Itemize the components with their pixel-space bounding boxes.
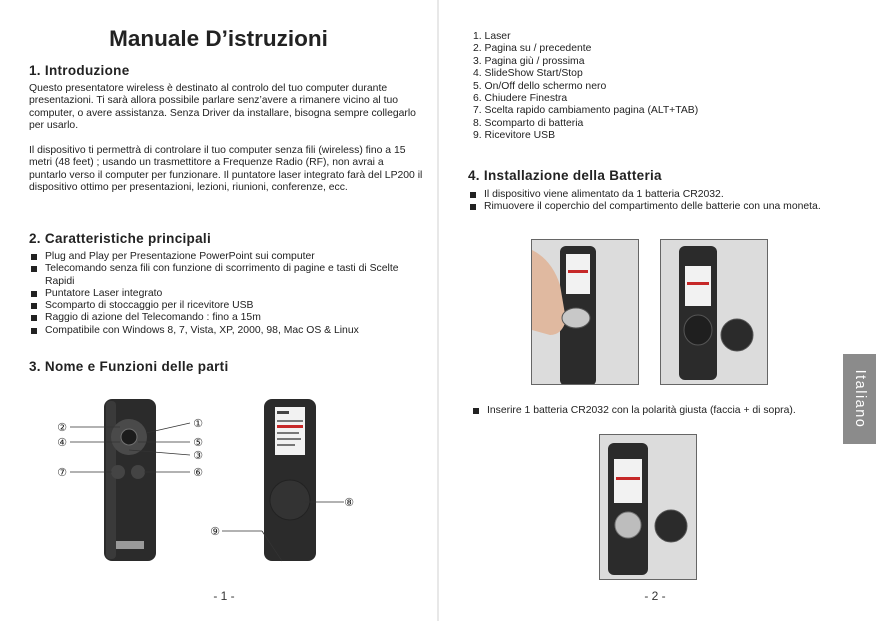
list-item: 5. On/Off dello schermo nero	[473, 80, 607, 92]
left-button	[111, 465, 125, 479]
remote-back	[264, 399, 316, 561]
center-button	[121, 429, 137, 445]
remote-front	[104, 399, 156, 561]
callout-7: ⑦	[57, 466, 67, 479]
back-label-sticker	[275, 407, 305, 455]
parts-diagram	[0, 390, 437, 570]
callout-9: ⑨	[210, 525, 220, 538]
list-item: Scomparto di stoccaggio per il ricevitore USB	[29, 300, 422, 312]
page-number: - 1 -	[213, 589, 235, 603]
parts-list	[473, 31, 853, 143]
callout-3: ③	[193, 449, 203, 462]
list-item: 9. Ricevitore USB	[473, 130, 555, 142]
list-item: Compatibile con Windows 8, 7, Vista, XP, 2000, 98, Mac OS & Linux	[29, 325, 422, 337]
photo-battery-inserted	[599, 434, 697, 580]
list-item: 4. SlideShow Start/Stop	[473, 68, 583, 80]
section-1-heading: 1. Introduzione	[29, 63, 130, 78]
callout-2: ②	[57, 421, 67, 434]
page-left	[0, 0, 437, 621]
photo-battery-inserted-image	[600, 435, 696, 579]
list-item: Plug and Play per Presentazione PowerPoint sui computer	[29, 251, 422, 263]
sticker-warning-bar	[277, 425, 303, 428]
sticker-line	[277, 411, 289, 414]
features-list	[29, 251, 422, 337]
intro-paragraph-2: Il dispositivo ti permettrà di controlare il tuo computer senza fili (wireless) fino a 15 metri (48 feet) ; usando un trasmettitore a Frequenze Radio (RF), non avrai a puntarlo verso il computer per funzionare. Il puntatore laser integrato farà del LP200 il dispositivo ottimo per presentazioni, lezioni, riunioni, conferenze, ecc.	[29, 145, 423, 193]
list-item: 8. Scomparto di batteria	[473, 117, 584, 129]
language-tab-label: Italiano	[851, 369, 868, 429]
list-item: 6. Chiudere Finestra	[473, 93, 568, 105]
callout-5: ⑤	[193, 436, 203, 449]
list-item: 7. Scelta rapido cambiamento pagina (ALT+TAB)	[473, 105, 699, 117]
callout-6: ⑥	[193, 466, 203, 479]
photo-opening-cover	[531, 239, 639, 385]
right-button	[131, 465, 145, 479]
battery-cover	[270, 480, 310, 520]
photo-opened-compartment	[660, 239, 768, 385]
section-2-heading: 2. Caratteristiche principali	[29, 231, 212, 246]
language-tab	[843, 354, 876, 444]
photo-opened-compartment-image	[661, 240, 767, 384]
photo-opening-cover-image	[532, 240, 638, 384]
list-item: Raggio di azione del Telecomando : fino a 15m	[29, 312, 422, 324]
list-item: 2. Pagina su / precedente	[473, 43, 592, 55]
sticker-line	[277, 420, 303, 422]
section-3-heading: 3. Nome e Funzioni delle parti	[29, 359, 229, 374]
sticker-line	[277, 438, 301, 440]
callout-4: ④	[57, 436, 67, 449]
battery-steps-list	[468, 189, 840, 214]
list-item: Telecomando senza fili con funzione di scorrimento di pagine e tasti di Scelte Rapidi	[29, 263, 422, 288]
callout-8: ⑧	[344, 496, 354, 509]
section-4-heading: 4. Installazione della Batteria	[468, 168, 662, 183]
page-right	[439, 0, 876, 621]
list-item: Rimuovere il coperchio del compartimento delle batterie con una moneta.	[468, 201, 840, 213]
intro-paragraph-1: Questo presentatore wireless è destinato al controlo del tuo computer durante presentazioni. Ti sarà allora possibile parlare senz’avere a rimanere vicino al tuo computer, o avere assistanza. Senza Driver da installare, bisogna sempre collegarlo per usarlo.	[29, 83, 416, 131]
list-item: Inserire 1 batteria CR2032 con la polarità giusta (faccia + di sopra).	[471, 405, 831, 417]
list-item: 1. Laser	[473, 31, 511, 42]
list-item: Puntatore Laser integrato	[29, 288, 422, 300]
manual-title: Manuale D’istruzioni	[109, 26, 328, 51]
sticker-line	[277, 444, 295, 446]
callout-1: ①	[193, 417, 203, 430]
brand-logo	[116, 541, 144, 549]
list-item: 3. Pagina giù / prossima	[473, 55, 585, 67]
sticker-line	[277, 432, 299, 434]
battery-step-3	[471, 405, 831, 417]
list-item: Il dispositivo viene alimentato da 1 batteria CR2032.	[468, 189, 840, 201]
page-number: - 2 -	[644, 589, 666, 603]
